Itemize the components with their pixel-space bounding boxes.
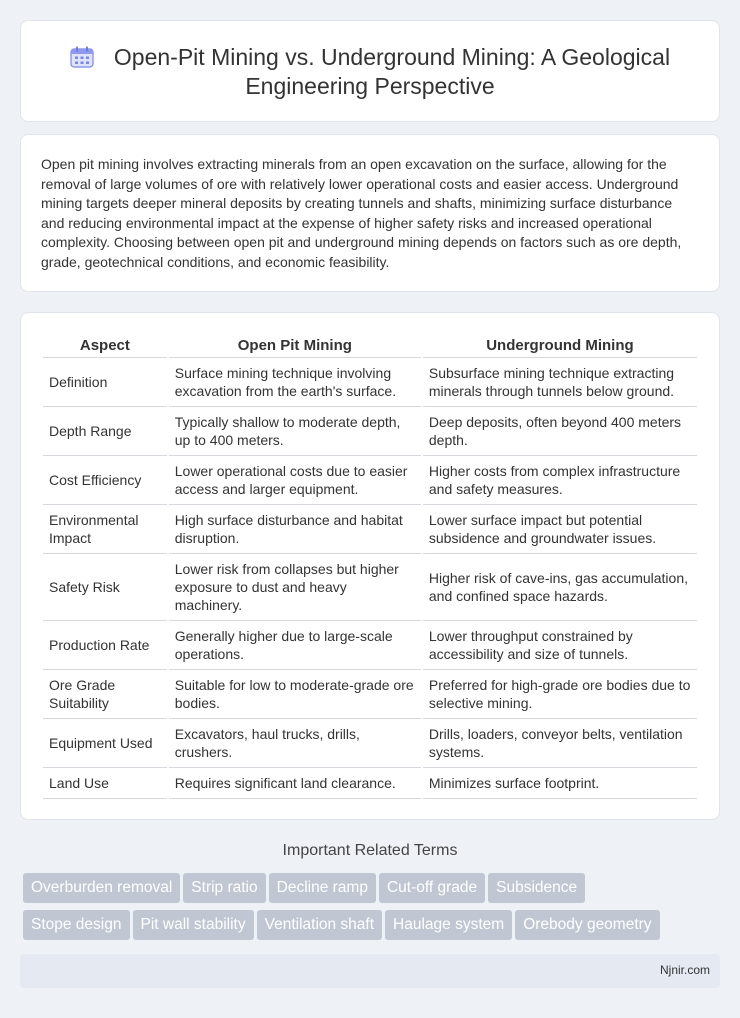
open-pit-cell: Typically shallow to moderate depth, up to 400 meters. xyxy=(169,407,421,456)
table-header-row xyxy=(43,335,697,358)
related-term-tag[interactable]: Subsidence xyxy=(488,873,585,903)
related-term-tag[interactable]: Orebody geometry xyxy=(515,910,659,940)
open-pit-cell: Lower risk from collapses but higher exposure to dust and heavy machinery. xyxy=(169,554,421,621)
related-term-tag[interactable]: Strip ratio xyxy=(183,873,265,903)
underground-cell: Subsurface mining technique extracting minerals through tunnels below ground. xyxy=(423,358,697,407)
related-term-tag[interactable]: Overburden removal xyxy=(23,873,180,903)
calendar-icon xyxy=(70,46,94,68)
open-pit-cell: High surface disturbance and habitat disruption. xyxy=(169,505,421,554)
title-card xyxy=(20,20,720,122)
related-terms-list xyxy=(23,873,723,947)
related-term-tag[interactable]: Pit wall stability xyxy=(133,910,254,940)
table-row xyxy=(43,719,697,768)
related-term-tag[interactable]: Haulage system xyxy=(385,910,512,940)
table-row xyxy=(43,505,697,554)
underground-cell: Higher costs from complex infrastructure and safety measures. xyxy=(423,456,697,505)
header-aspect: Aspect xyxy=(43,335,167,358)
underground-cell: Preferred for high-grade ore bodies due to selective mining. xyxy=(423,670,697,719)
intro-paragraph: Open pit mining involves extracting minerals from an open excavation on the surface, allowing for the removal of large volumes of ore with relatively lower operational costs and easier access. Underground mining targets deeper mineral deposits by creating tunnels and shafts, minimizing surface disturbance and reducing environmental impact at the expense of higher safety risks and increased operational complexity. Choosing between open pit and underground mining depends on factors such as ore depth, grade, geotechnical conditions, and economic feasibility. xyxy=(41,156,682,270)
table-row xyxy=(43,554,697,621)
open-pit-cell: Excavators, haul trucks, drills, crushers. xyxy=(169,719,421,768)
page-title: Open-Pit Mining vs. Underground Mining: A Geological Engineering Perspective xyxy=(113,44,671,99)
table-row xyxy=(43,670,697,719)
header-open-pit: Open Pit Mining xyxy=(169,335,421,358)
aspect-cell: Production Rate xyxy=(43,621,167,670)
aspect-cell: Ore Grade Suitability xyxy=(43,670,167,719)
table-row xyxy=(43,407,697,456)
aspect-cell: Definition xyxy=(43,358,167,407)
open-pit-cell: Surface mining technique involving excavation from the earth's surface. xyxy=(169,358,421,407)
table-row xyxy=(43,768,697,799)
header-underground: Underground Mining xyxy=(423,335,697,358)
open-pit-cell: Lower operational costs due to easier access and larger equipment. xyxy=(169,456,421,505)
open-pit-cell: Suitable for low to moderate-grade ore bodies. xyxy=(169,670,421,719)
open-pit-cell: Generally higher due to large-scale operations. xyxy=(169,621,421,670)
comparison-table xyxy=(41,335,699,799)
footer-site-link[interactable]: Njnir.com xyxy=(659,963,710,977)
related-term-tag[interactable]: Decline ramp xyxy=(269,873,376,903)
underground-cell: Deep deposits, often beyond 400 meters depth. xyxy=(423,407,697,456)
comparison-table-card xyxy=(20,312,720,820)
table-row xyxy=(43,621,697,670)
intro-card xyxy=(20,134,720,292)
underground-cell: Lower throughput constrained by accessibility and size of tunnels. xyxy=(423,621,697,670)
related-term-tag[interactable]: Stope design xyxy=(23,910,130,940)
table-row xyxy=(43,456,697,505)
aspect-cell: Cost Efficiency xyxy=(43,456,167,505)
page-title-wrap xyxy=(21,43,719,101)
aspect-cell: Safety Risk xyxy=(43,554,167,621)
aspect-cell: Land Use xyxy=(43,768,167,799)
related-term-tag[interactable]: Ventilation shaft xyxy=(257,910,382,940)
underground-cell: Drills, loaders, conveyor belts, ventilation systems. xyxy=(423,719,697,768)
underground-cell: Minimizes surface footprint. xyxy=(423,768,697,799)
underground-cell: Lower surface impact but potential subsidence and groundwater issues. xyxy=(423,505,697,554)
underground-cell: Higher risk of cave-ins, gas accumulation, and confined space hazards. xyxy=(423,554,697,621)
table-row xyxy=(43,358,697,407)
related-term-tag[interactable]: Cut-off grade xyxy=(379,873,485,903)
aspect-cell: Equipment Used xyxy=(43,719,167,768)
aspect-cell: Environmental Impact xyxy=(43,505,167,554)
aspect-cell: Depth Range xyxy=(43,407,167,456)
open-pit-cell: Requires significant land clearance. xyxy=(169,768,421,799)
footer-bar xyxy=(20,954,720,988)
related-terms-heading: Important Related Terms xyxy=(282,842,458,859)
